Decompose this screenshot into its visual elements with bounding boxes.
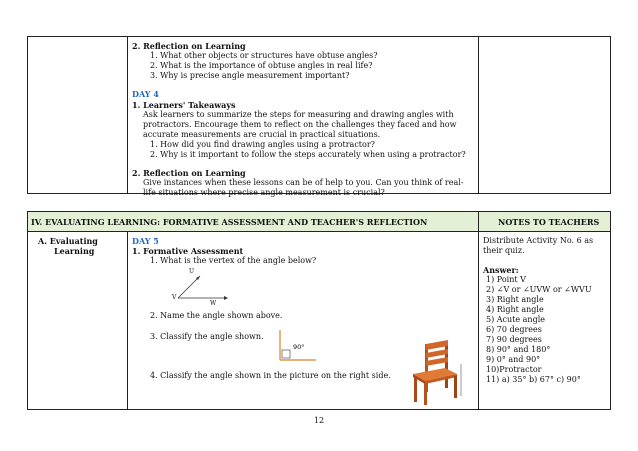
question-3: 3. Classify the angle shown. xyxy=(150,332,264,341)
answer-item: 6) 70 degrees xyxy=(486,325,542,334)
reflection2-line: life situations where precise angle measurement is crucial? xyxy=(143,188,385,197)
answer-item: 9) 0° and 90° xyxy=(486,355,541,364)
takeaways-item: 1. How did you find drawing angles using a protractor? xyxy=(150,140,375,149)
answer-heading: Answer: xyxy=(483,265,519,275)
takeaways-line: Ask learners to summarize the steps for measuring and drawing angles with xyxy=(143,110,454,119)
reflection1-item: 3. Why is precise angle measurement important? xyxy=(150,71,350,80)
notes-line: Distribute Activity No. 6 as xyxy=(483,236,594,245)
top-left-cell xyxy=(27,36,128,194)
answer-item: 11) a) 35° b) 67° c) 90° xyxy=(486,375,581,384)
question-4: 4. Classify the angle shown in the picture on the right side. xyxy=(150,371,391,380)
question-2: 2. Name the angle shown above. xyxy=(150,311,283,320)
day4-label: DAY 4 xyxy=(132,89,159,99)
answer-item: 1) Point V xyxy=(486,275,526,284)
notes-line-2: their quiz. xyxy=(483,246,525,255)
evaluating-label-2: Learning xyxy=(54,246,95,256)
answer-item: 4) Right angle xyxy=(486,305,544,314)
reflection1-item: 1. What other objects or structures have obtuse angles? xyxy=(150,51,378,60)
reflection1-item: 2. What is the importance of obtuse angles in real life? xyxy=(150,61,373,70)
angle-label-w: W xyxy=(210,300,217,307)
reflection2-line: Give instances when these lessons can be of help to you. Can you think of real- xyxy=(143,178,464,187)
arrowhead-w xyxy=(224,296,228,300)
right-angle-label: 90° xyxy=(293,343,305,351)
day5-label: DAY 5 xyxy=(132,236,159,246)
ray-vu xyxy=(178,276,200,298)
reflection1-heading: 2. Reflection on Learning xyxy=(132,41,246,51)
section-title: IV. EVALUATING LEARNING: FORMATIVE ASSESSMENT AND TEACHER'S REFLECTION xyxy=(31,217,428,227)
answer-item: 5) Acute angle xyxy=(486,315,545,324)
chair-image xyxy=(405,336,465,406)
takeaways-heading: 1. Learners' Takeaways xyxy=(132,100,236,110)
angle-label-u: U xyxy=(189,268,195,275)
takeaways-line: protractors. Encourage them to reflect on the challenges they faced and how xyxy=(143,120,457,129)
reflection2-heading: 2. Reflection on Learning xyxy=(132,168,246,178)
evaluating-label-cell xyxy=(27,231,128,410)
answer-item: 3) Right angle xyxy=(486,295,544,304)
answer-item: 2) ∠V or ∠UVW or ∠WVU xyxy=(486,285,592,294)
right-angle-marker xyxy=(282,350,290,358)
question-1: 1. What is the vertex of the angle below? xyxy=(150,256,317,265)
page-number: 12 xyxy=(313,416,325,425)
angle-uvw-figure xyxy=(170,268,240,308)
takeaways-item: 2. Why is it important to follow the steps accurately when using a protractor? xyxy=(150,150,466,159)
answer-item: 10)Protractor xyxy=(486,365,542,374)
answer-item: 7) 90 degrees xyxy=(486,335,542,344)
answer-item: 8) 90° and 180° xyxy=(486,345,551,354)
takeaways-line: accurate measurements are crucial in practical situations. xyxy=(143,130,381,139)
formative-heading: 1. Formative Assessment xyxy=(132,246,244,256)
notes-title: NOTES TO TEACHERS xyxy=(498,217,600,227)
angle-label-v: V xyxy=(172,294,177,301)
top-notes-cell xyxy=(478,36,611,194)
evaluating-label: A. Evaluating xyxy=(38,236,98,246)
